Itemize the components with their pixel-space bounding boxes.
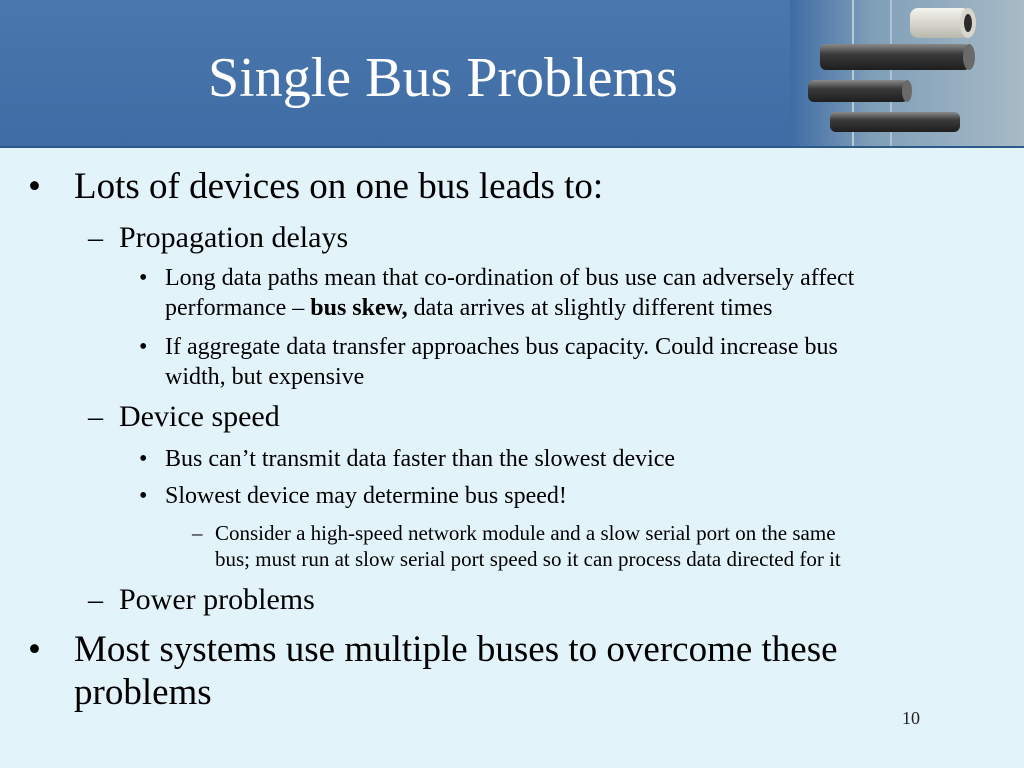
dash-marker: – [88,583,103,616]
level4-text: bus; must run at slow serial port speed so it can process data directed for it [215,547,841,571]
slide-header [0,0,1024,148]
bullet-marker: • [28,166,41,207]
subsubbullet-text: Long data paths mean that co-ordination of bus use can adversely affect [165,265,855,291]
slide-body [0,148,1024,768]
subbullet-text: Power problems [119,583,315,616]
dash-marker: – [192,521,203,545]
bold-term: bus skew, [310,295,408,321]
bullet-text: problems [74,672,212,713]
dash-marker: – [88,221,103,254]
subbullet-text: Device speed [119,400,280,433]
level4-text: Consider a high-speed network module and a slow serial port on the same [215,521,836,545]
page-number: 10 [902,708,920,728]
subsubbullet-text: If aggregate data transfer approaches bus capacity. Could increase bus [165,334,838,360]
bullet-text: Most systems use multiple buses to overcome these [74,629,838,670]
subsubbullet-text: width, but expensive [165,364,365,390]
bullet-text: Lots of devices on one bus leads to: [74,166,604,207]
bullet-marker: • [139,265,148,291]
bullet-marker: • [139,446,148,472]
subsubbullet-text: performance – bus skew, data arrives at slightly different times [165,295,773,321]
subsubbullet-text: Slowest device may determine bus speed! [165,483,567,509]
bus-pipes-photo [790,0,1024,146]
bullet-marker: • [139,483,148,509]
bullet-marker: • [139,334,148,360]
bullet-marker: • [28,629,41,670]
subsubbullet-text: Bus can’t transmit data faster than the slowest device [165,446,676,472]
dash-marker: – [88,400,103,433]
slide-title: Single Bus Problems [208,47,678,109]
subbullet-text: Propagation delays [119,221,349,254]
